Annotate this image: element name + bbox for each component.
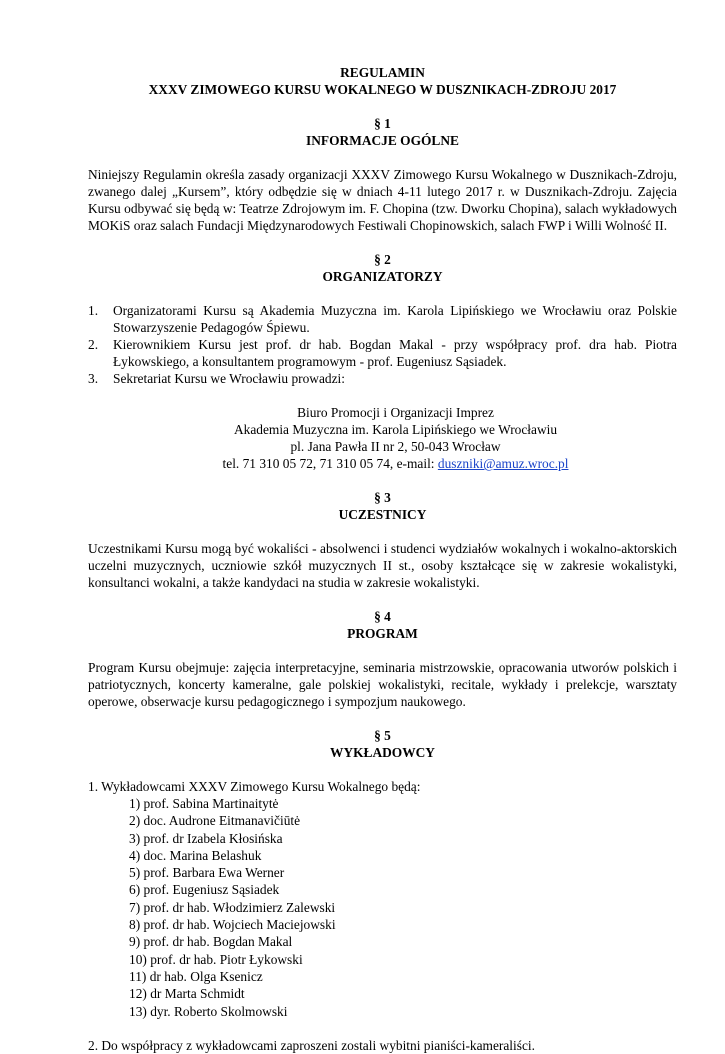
lecturer-item: 11) dr hab. Olga Ksenicz [129, 968, 263, 984]
lecturer-item: 12) dr Marta Schmidt [129, 986, 245, 1002]
lecturer-item: 2) doc. Audrone Eitmanavičiūtė [129, 813, 301, 829]
lecturer-item: 4) doc. Marina Belashuk [129, 847, 262, 863]
lecturer-item: 6) prof. Eugeniusz Sąsiadek [129, 882, 280, 898]
list-item-number: 2. [88, 337, 99, 352]
lecturer-item: 1) prof. Sabina Martinaitytė [129, 796, 279, 811]
lecturers-list [88, 795, 677, 1020]
section-number: § 3 [374, 490, 391, 505]
list-item-text: Sekretariat Kursu we Wrocławiu prowadzi: [113, 371, 345, 386]
contact-phones: tel. 71 310 05 72, 71 310 05 74, e-mail: [222, 456, 438, 471]
document-subtitle: XXXV ZIMOWEGO KURSU WOKALNEGO W DUSZNIKACH-ZDROJU 2017 [148, 82, 617, 97]
section-paragraph: Program Kursu obejmuje: zajęcia interpretacyjne, seminaria mistrzowskie, opracowania utworów polskich i patriotycznych, koncerty kameralne, gale polskiej wokalistyki, recitale, wykłady i prelekcje, warsztaty operowe, obserwacje kursu pedagogicznego i sympozjum naukowego. [88, 660, 677, 709]
list-item [88, 336, 677, 370]
lecturer-item: 5) prof. Barbara Ewa Werner [129, 865, 285, 881]
lecturer-item: 3) prof. dr Izabela Kłosińska [129, 830, 283, 846]
section-paragraph: Uczestnikami Kursu mogą być wokaliści - absolwenci i studenci wydziałów wokalnych i wokalno-aktorskich uczelni muzycznych, uczniowie szkół muzycznych II st., osoby kształcące się w zakresie wokalistyki, konsultanci wokalni, a także kandydaci na studia w zakresie wokalistyki. [88, 541, 677, 590]
section-number: § 2 [374, 252, 391, 267]
lecturer-item: 7) prof. dr hab. Włodzimierz Zalewski [129, 899, 336, 915]
list-item [88, 370, 677, 387]
lecturer-item: 10) prof. dr hab. Piotr Łykowski [129, 951, 303, 967]
section-title: ORGANIZATORZY [322, 269, 443, 284]
section-title: UCZESTNICY [338, 507, 427, 522]
lecturer-item: 8) prof. dr hab. Wojciech Maciejowski [129, 917, 336, 933]
list-item-text: Organizatorami Kursu są Akademia Muzyczna im. Karola Lipińskiego we Wrocławiu oraz Polskie Stowarzyszenie Pedagogów Śpiewu. [113, 303, 677, 335]
section-number: § 5 [374, 728, 391, 743]
section-paragraph: Niniejszy Regulamin określa zasady organizacji XXXV Zimowego Kursu Wokalnego w Dusznikach-Zdroju, zwanego dalej „Kursem”, który odbędzie się w dniach 4-11 lutego 2017 r. w Dusznikach-Zdroju. Zajęcia Kursu odbywać się będą w: Teatrze Zdrojowym im. F. Chopina (tzw. Dworku Chopina), salach wykładowych MOKiS oraz salach Fundacji Międzynarodowych Festiwali Chopinowskich, salach FWP i Willi Wolność II. [88, 167, 677, 233]
section-number: § 1 [374, 116, 391, 131]
lecturer-item: 13) dyr. Roberto Skolmowski [129, 1003, 288, 1019]
document-title: REGULAMIN [340, 65, 425, 80]
organizers-list [88, 302, 677, 387]
list-item-text: Kierownikiem Kursu jest prof. dr hab. Bogdan Makal - przy współpracy prof. dra hab. Piotra Łykowskiego, a konsultantem programowym - prof. Eugeniusz Sąsiadek. [113, 337, 677, 369]
section-title: INFORMACJE OGÓLNE [306, 133, 459, 148]
address-line: Akademia Muzyczna im. Karola Lipińskiego we Wrocławiu [233, 422, 558, 437]
list-item [88, 302, 677, 336]
address-line: Biuro Promocji i Organizacji Imprez [297, 405, 494, 420]
contact-line [114, 455, 677, 472]
lecturers-intro: 1. Wykładowcami XXXV Zimowego Kursu Wokalnego będą: [88, 779, 421, 794]
email-link[interactable]: duszniki@amuz.wroc.pl [437, 456, 569, 471]
secretariat-address [114, 404, 677, 472]
list-item-number: 1. [88, 303, 99, 318]
lecturer-item: 9) prof. dr hab. Bogdan Makal [129, 934, 293, 950]
section-number: § 4 [374, 609, 391, 624]
section-title: PROGRAM [347, 626, 418, 641]
address-line: pl. Jana Pawła II nr 2, 50-043 Wrocław [290, 439, 501, 454]
list-item-number: 3. [88, 371, 99, 386]
pianists-note: 2. Do współpracy z wykładowcami zaproszeni zostali wybitni pianiści-kameraliści. [88, 1037, 535, 1053]
section-title: WYKŁADOWCY [330, 745, 435, 760]
